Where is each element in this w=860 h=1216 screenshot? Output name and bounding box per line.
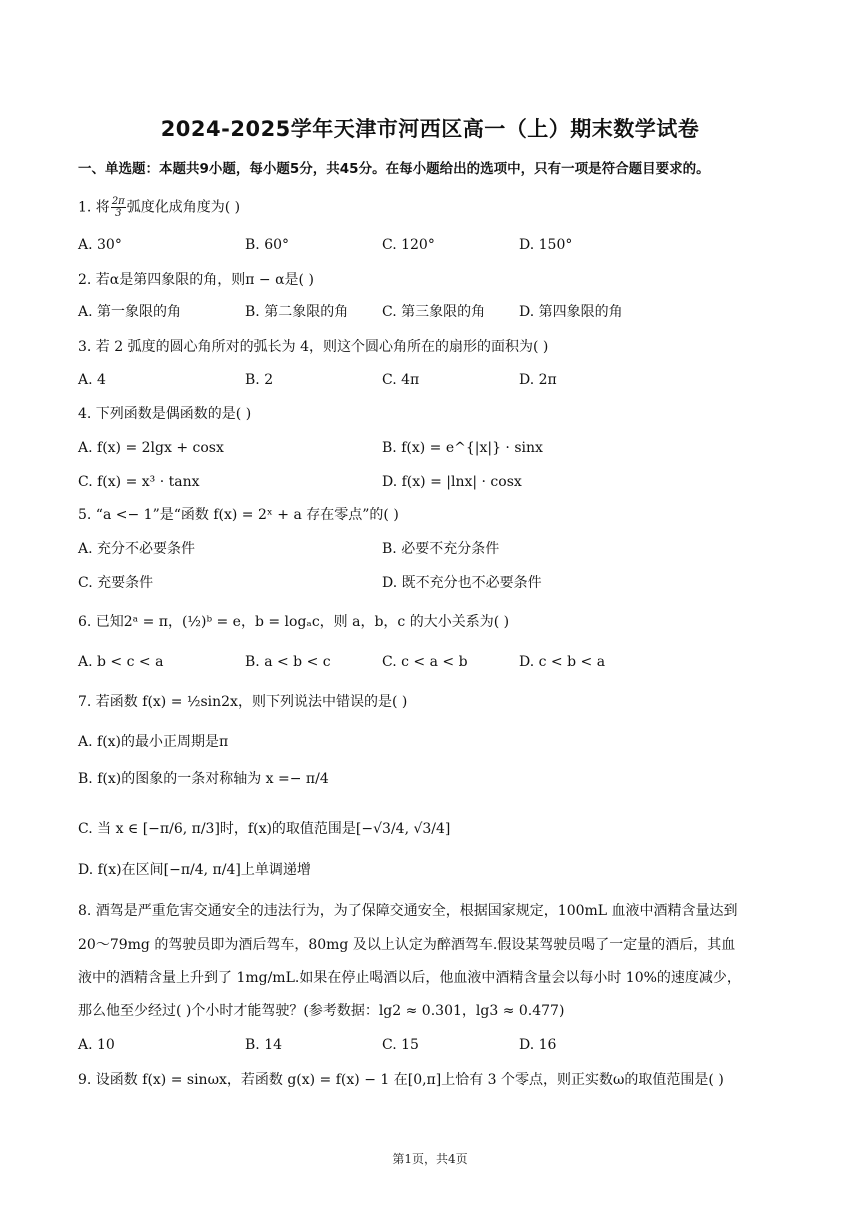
q8-option-b: B. 14 [245,1037,283,1053]
q3-option-a: A. 4 [78,372,106,388]
question-2: 2. 若α是第四象限的角，则π − α是( ) [78,272,314,288]
question-8-line-4: 那么他至少经过( )个小时才能驾驶？(参考数据：lg2 ≈ 0.301，lg3 ≈ 0.477) [78,1003,565,1019]
q6-option-a: A. b < c < a [78,654,164,670]
section-heading: 一、单选题：本题共9小题，每小题5分，共45分。在每小题给出的选项中，只有一项是符合题目要求的。 [78,161,710,177]
question-1-fraction: $\frac{2\pi}{3}$ [111,196,125,219]
q2-option-c: C. 第三象限的角 [382,304,486,320]
q7-option-a: A. f(x)的最小正周期是π [78,734,229,750]
q1-option-b: B. 60° [245,237,290,253]
question-8-line-3: 液中的酒精含量上升到了 1mg/mL.如果在停止喝酒以后，他血液中酒精含量会以每小时 10%的速度减少， [78,970,741,986]
q5-option-a: A. 充分不必要条件 [78,541,196,557]
q8-option-d: D. 16 [519,1037,557,1053]
question-1 [78,196,240,219]
q2-option-a: A. 第一象限的角 [78,304,182,320]
question-7: 7. 若函数 f(x) = ½sin2x，则下列说法中错误的是( ) [78,694,408,710]
q4-option-a: A. f(x) = 2lgx + cosx [78,440,224,456]
q1-option-d: D. 150° [519,237,573,253]
q7-option-d: D. f(x)在区间[−π/4, π/4]上单调递增 [78,862,311,878]
q1-option-a: A. 30° [78,237,122,253]
q3-option-c: C. 4π [382,372,420,388]
q2-option-d: D. 第四象限的角 [519,304,623,320]
question-8-line-1: 8. 酒驾是严重危害交通安全的违法行为，为了保障交通安全，根据国家规定，100mL 血液中酒精含量达到 [78,903,738,919]
q7-option-c: C. 当 x ∈ [−π/6, π/3]时，f(x)的取值范围是[−√3/4, √3/4] [78,821,451,837]
q3-option-d: D. 2π [519,372,557,388]
question-8-line-2: 20～79mg 的驾驶员即为酒后驾车，80mg 及以上认定为醉酒驾车.假设某驾驶员喝了一定量的酒后，其血 [78,937,736,953]
q8-option-a: A. 10 [78,1037,115,1053]
question-1-suffix: 弧度化成角度为( ) [126,199,241,216]
q4-option-c: C. f(x) = x³ · tanx [78,474,200,490]
question-3: 3. 若 2 弧度的圆心角所对的弧长为 4，则这个圆心角所在的扇形的面积为( ) [78,339,549,355]
page-title: 2024-2025学年天津市河西区高一（上）期末数学试卷 [160,117,700,141]
question-4: 4. 下列函数是偶函数的是( ) [78,406,252,422]
q6-option-c: C. c < a < b [382,654,468,670]
q3-option-b: B. 2 [245,372,274,388]
q6-option-b: B. a < b < c [245,654,331,670]
q7-option-b: B. f(x)的图象的一条对称轴为 x =− π/4 [78,771,329,787]
q4-option-d: D. f(x) = |lnx| · cosx [382,474,522,490]
question-9: 9. 设函数 f(x) = sinωx，若函数 g(x) = f(x) − 1 在[0,π]上恰有 3 个零点，则正实数ω的取值范围是( ) [78,1072,724,1088]
q5-option-b: B. 必要不充分条件 [382,541,500,557]
q1-option-c: C. 120° [382,237,435,253]
question-1-prefix: 1. 将 [78,199,110,216]
q2-option-b: B. 第二象限的角 [245,304,349,320]
q5-option-c: C. 充要条件 [78,575,154,591]
q6-option-d: D. c < b < a [519,654,606,670]
q8-option-c: C. 15 [382,1037,419,1053]
page-footer: 第1页，共4页 [392,1152,468,1166]
question-6: 6. 已知2ᵃ = π，(½)ᵇ = e，b = logₐc，则 a，b，c 的大小关系为( ) [78,614,510,630]
q5-option-d: D. 既不充分也不必要条件 [382,575,542,591]
question-5: 5. “a <− 1”是“函数 f(x) = 2ˣ + a 存在零点”的( ) [78,507,399,523]
q4-option-b: B. f(x) = e^{|x|} · sinx [382,440,543,456]
